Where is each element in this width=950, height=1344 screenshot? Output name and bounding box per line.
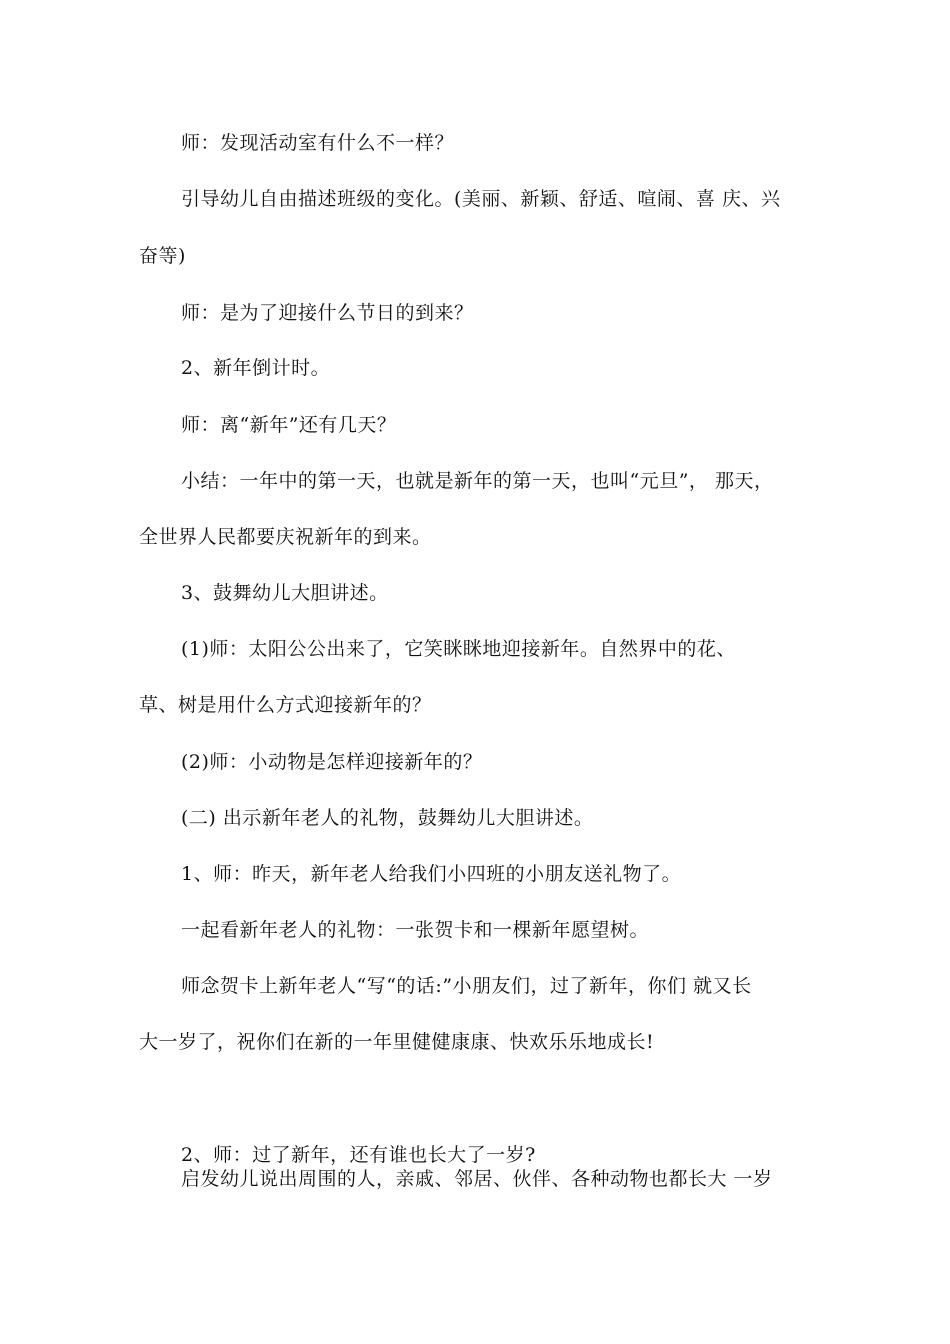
paragraph-line: 大一岁了，祝你们在新的一年里健健康康、快欢乐乐地成长! (139, 1031, 655, 1053)
paragraph-line: 师念贺卡上新年老人“写“的话:”小朋友们，过了新年，你们 就又长 (181, 975, 752, 997)
paragraph-line: 3、鼓舞幼儿大胆讲述。 (181, 582, 389, 604)
paragraph-line: 小结：一年中的第一天，也就是新年的第一天，也叫“元旦”， 那天， (181, 470, 774, 492)
paragraph-line: 师：发现活动室有什么不一样？ (181, 132, 455, 154)
paragraph-line: 2、师：过了新年，还有谁也长大了一岁? (181, 1144, 536, 1166)
paragraph-line: 1、师：昨天，新年老人给我们小四班的小朋友送礼物了。 (181, 863, 682, 885)
paragraph-line: 启发幼儿说出周围的人，亲戚、邻居、伙伴、各种动物也都长大 一岁 (181, 1168, 773, 1190)
paragraph-line: 师：离“新年”还有几天？ (181, 414, 397, 436)
paragraph-line: 草、树是用什么方式迎接新年的？ (139, 694, 432, 716)
paragraph-line: 师：是为了迎接什么节日的到来？ (181, 302, 474, 324)
paragraph-line: (1)师：太阳公公出来了，它笑眯眯地迎接新年。自然界中的花、 (181, 638, 736, 660)
paragraph-line: (2)师：小动物是怎样迎接新年的？ (181, 751, 483, 773)
paragraph-line: 奋等) (139, 245, 186, 267)
paragraph-line: 一起看新年老人的礼物：一张贺卡和一棵新年愿望树。 (181, 919, 650, 941)
paragraph-line: 全世界人民都要庆祝新年的到来。 (139, 526, 432, 548)
paragraph-line: 引导幼儿自由描述班级的变化。(美丽、新颖、舒适、喧闹、喜 庆、兴 (181, 188, 781, 210)
paragraph-line: 2、新年倒计时。 (181, 357, 331, 379)
paragraph-line: (二) 出示新年老人的礼物，鼓舞幼儿大胆讲述。 (181, 807, 594, 829)
